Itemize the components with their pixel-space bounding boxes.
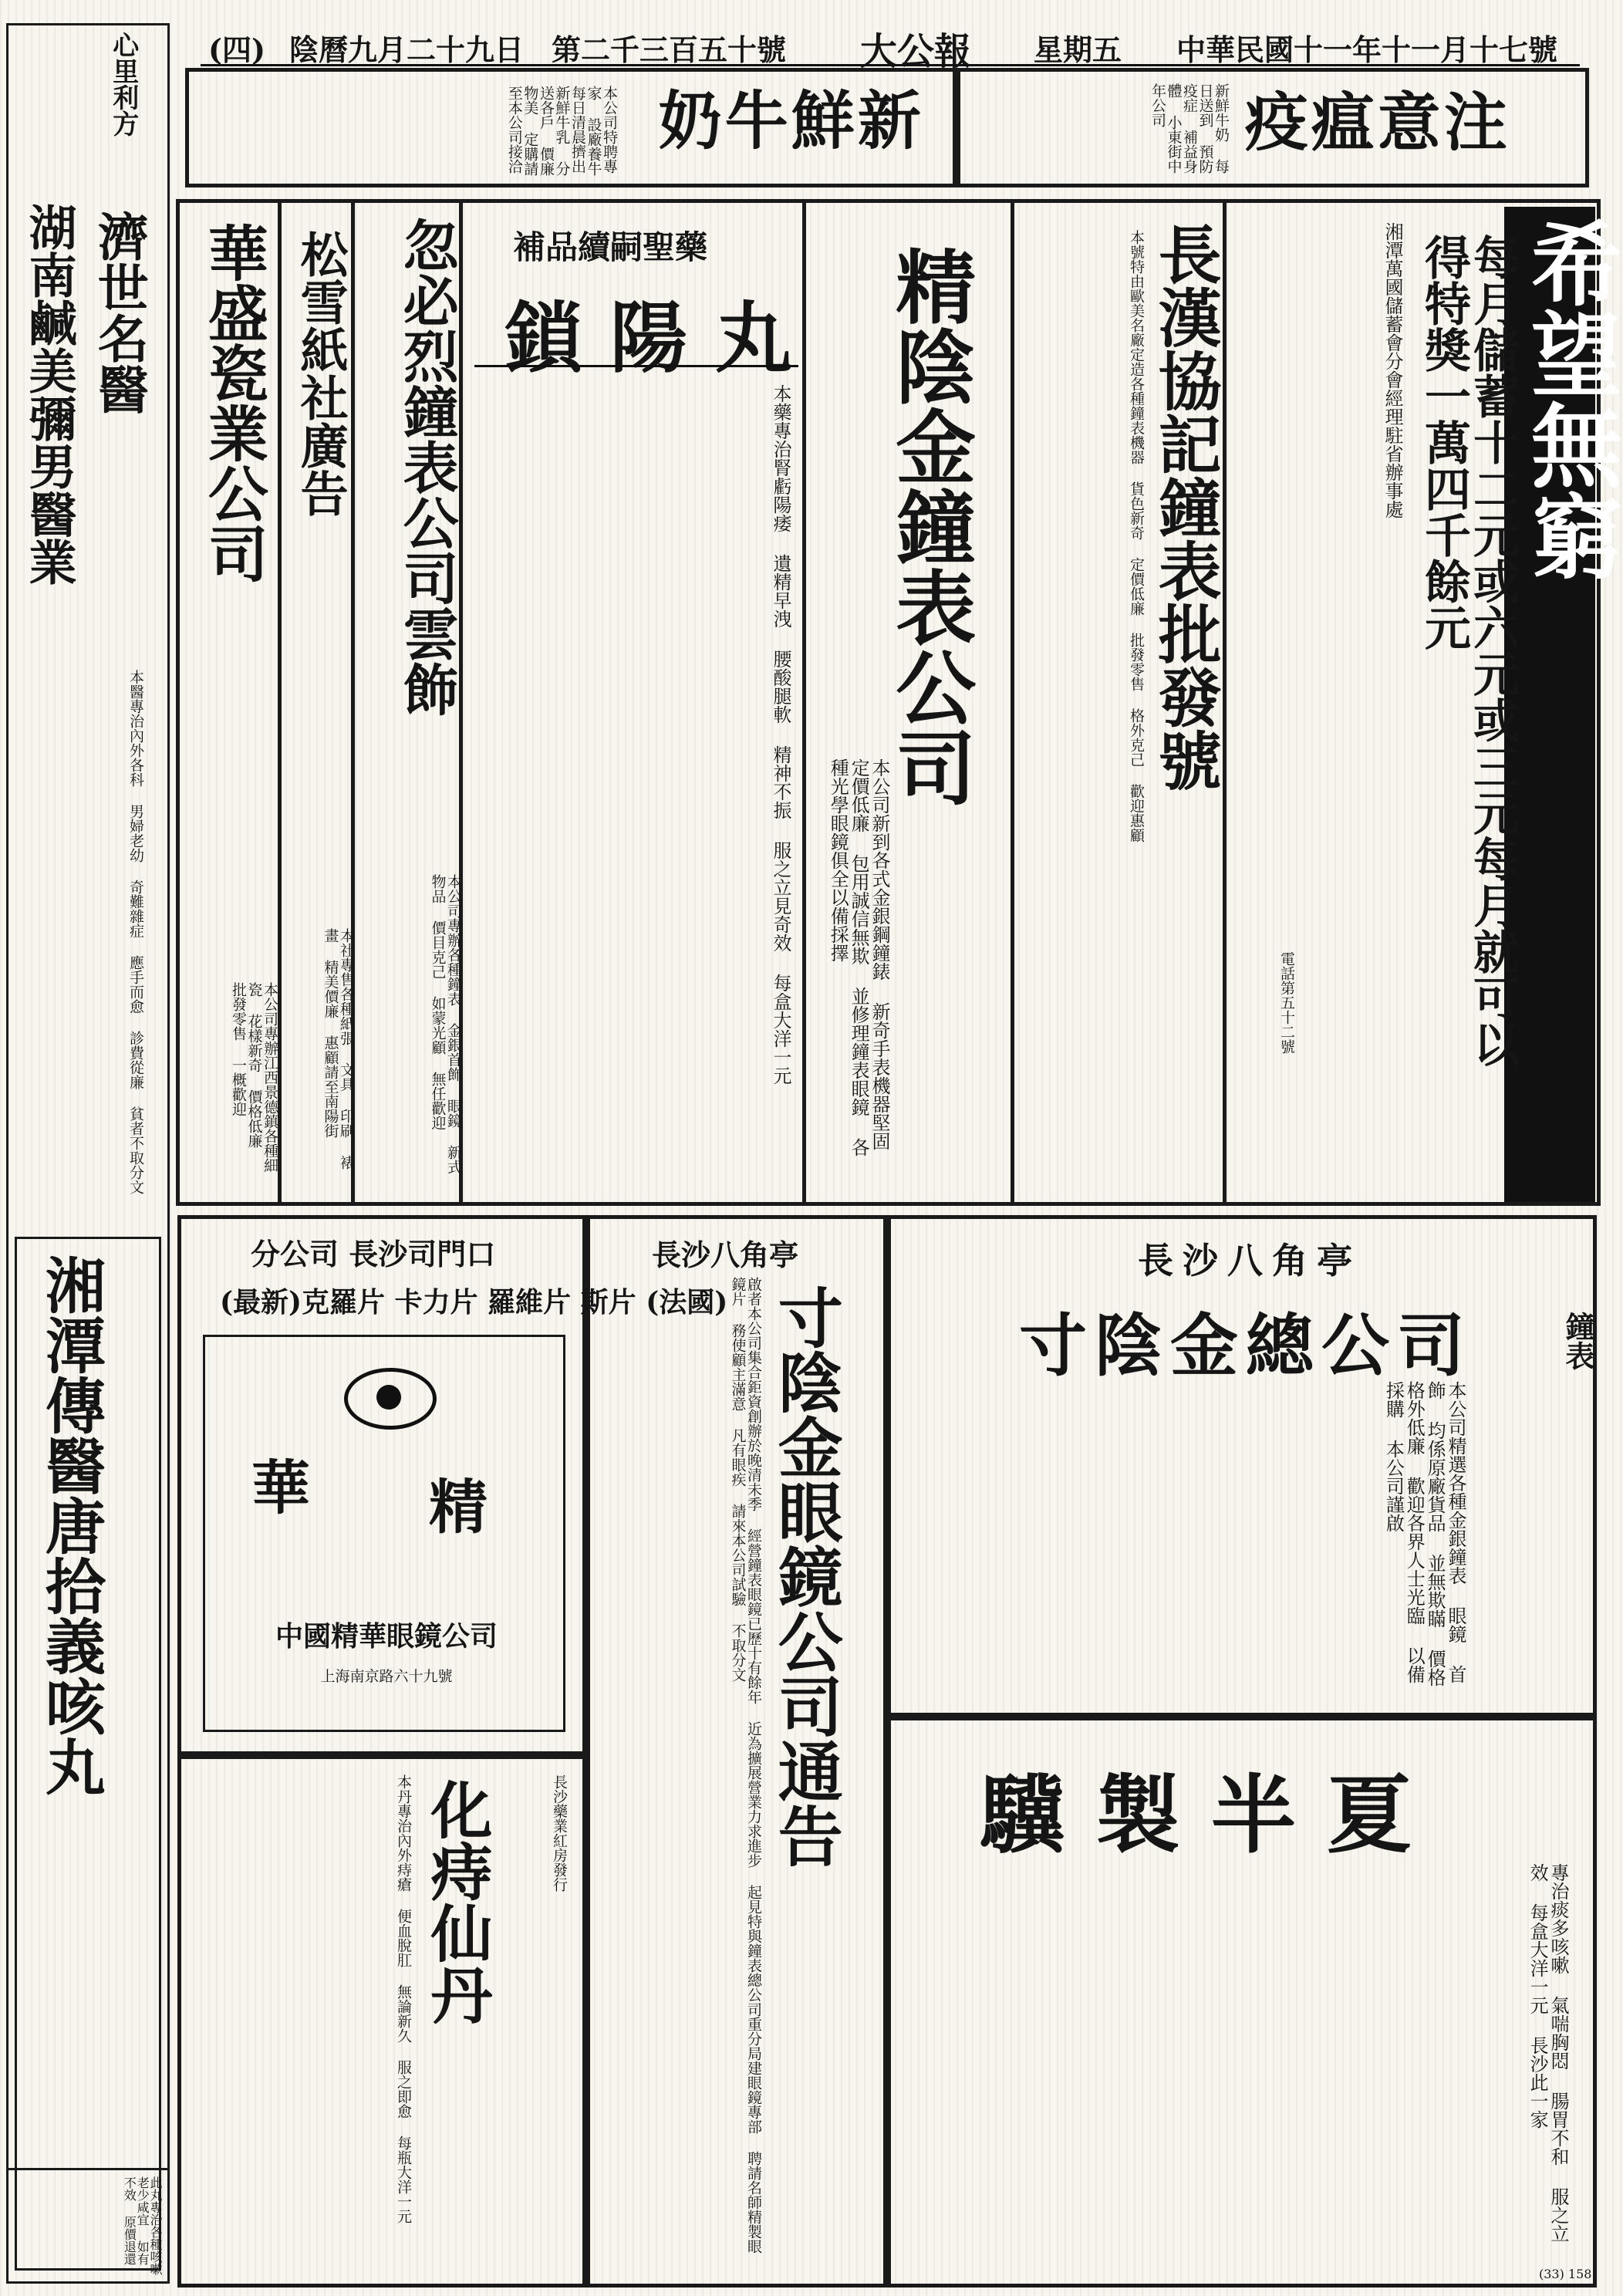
spectacle-title: 寸陰金眼鏡公司通告 — [768, 1285, 845, 1868]
left-ad-hunan-doctor: 湖南鹹美彌男醫業 — [21, 203, 78, 586]
cinema-logo-frame — [203, 1335, 565, 1732]
cinema-label: 中國精華眼鏡公司 — [275, 1620, 498, 1653]
immortal-note: 長沙藥業紅房發行 — [551, 1774, 568, 1892]
han-body: 本號特由歐美名廠定造各種鐘表機器 貨色新奇 定價低廉 批發零售 格外克己 歡迎惠顧 — [1128, 230, 1145, 842]
left-strip-head: 心里利方 — [107, 32, 139, 137]
masthead-newspaper: 大公報 — [860, 30, 972, 73]
watch-body: 本公司新到各式金銀鋼鐘錶 新奇手表機器堅固 定價低廉 包用誠信無欺 並修理鐘表眼鏡 各種光學眼鏡俱全以備採擇 — [827, 758, 890, 1156]
left-bottom-ad — [15, 1237, 161, 2271]
immortal-body: 本丹專治內外痔瘡 便血脫肛 無論新久 服之即愈 每瓶大洋一元 — [395, 1774, 412, 2223]
hope-note: 湘潭萬國儲蓄會分會經理駐省辦事處 — [1382, 222, 1403, 518]
bell-ad — [351, 199, 463, 1206]
masthead-rule — [201, 64, 1580, 66]
hope-ad — [1223, 199, 1623, 1206]
left-small-text: 本醫專治內外各科 男婦老幼 奇難雜症 應手而愈 診費從廉 貧者不取分文 — [127, 670, 144, 1194]
snow-paper-ad — [278, 199, 355, 1206]
left-strip — [6, 23, 170, 2284]
epidemic-body: 新鮮牛奶 每日送到 預防疫症 補益身體 小東街中年公司 — [1149, 83, 1230, 174]
hope-title: 希望無窮 — [1515, 217, 1623, 581]
page-footer-mark: (33) 158 — [1539, 2267, 1592, 2281]
summer-body: 專治痰多咳嗽 氣喘胸悶 腸胃不和 服之立效 每盒大洋一元 長沙此一家 — [1527, 1863, 1569, 2243]
bell-title: 忽必烈鐘表公司雲飾 — [393, 217, 460, 717]
total-title: 寸陰金總公司 — [1018, 1305, 1473, 1386]
pill-subtitle: 補品續嗣聖藥 — [513, 228, 708, 266]
cinema-title: 分公司 長沙司門口 — [251, 1237, 496, 1271]
masthead-issue: 第二千三百五十號 — [552, 32, 787, 67]
left-bottom-title: 湘潭傳醫唐拾義咳丸 — [35, 1254, 106, 1796]
porcelain-title: 華盛瓷業公司 — [197, 222, 268, 583]
pill-title: 鎖陽丸 — [505, 292, 820, 383]
porcelain-ad — [176, 199, 282, 1206]
watch-company-ad — [802, 199, 1014, 1206]
cinema-brand-1: 精 — [429, 1473, 488, 1541]
bottom-left-body: 此丸專治各種咳嗽 老少咸宜 如有不效 原價退還 — [122, 2176, 163, 2275]
cinema-address: 上海南京路六十九號 — [320, 1668, 453, 1685]
bell-body: 本公司專辦各種鐘表 金銀首飾 眼鏡 新式物品 價目克己 如蒙光顧 無任歡迎 — [429, 874, 462, 1174]
hope-phone: 電話第五十二號 — [1278, 951, 1295, 1054]
top-epidemic-ad — [957, 68, 1589, 187]
total-watch-ad — [887, 1215, 1597, 1717]
left-ad-famous-doctor: 濟世名醫 — [89, 211, 150, 414]
pill-ad — [459, 199, 820, 1206]
bottom-left-notice — [6, 2168, 170, 2284]
porcelain-body: 本公司專辦江西景德鎮各種細瓷 花樣新奇 價格低廉 批發零售 一概歡迎 — [229, 982, 278, 1173]
masthead-lunar-date: 陰曆九月二十九日 — [289, 32, 525, 67]
snow-title: 松雪紙社廣告 — [292, 230, 349, 517]
immortal-title: 化痔仙丹 — [420, 1778, 493, 2025]
summer-ad — [887, 1717, 1597, 2288]
total-top: 長沙八角亭 — [1138, 1240, 1361, 1281]
han-title: 長漢協記鐘表批發號 — [1148, 222, 1223, 792]
masthead-page-no: (四) — [208, 32, 265, 67]
pill-divider — [474, 365, 798, 367]
snow-body: 本社專售各種紙張 文具 印刷 裱畫 精美價廉 惠顧請至南陽街 — [322, 928, 355, 1170]
han-watch-ad — [1011, 199, 1227, 1206]
total-body: 本公司精選各種金銀鐘表 眼鏡 首飾 均係原廠貨品 並無欺瞞 價格格外低廉 歡迎各界人士光臨 以備採購 本公司謹啟 — [1382, 1381, 1466, 1687]
milk-body: 本公司特聘專家 設廠養牛 每日清晨擠出新鮮牛乳 分送各戶 價廉物美 定購請至本公司接洽 — [505, 86, 618, 176]
masthead-date: 中華民國十一年十一月十七號 — [1176, 32, 1558, 67]
hope-main-text: 每月儲蓄十二元或六元或三元每月就可以得特獎一萬四千餘元 — [1417, 234, 1520, 1067]
total-left: 鐘表 — [1560, 1312, 1595, 1370]
epidemic-title: 注意瘟疫 — [1234, 89, 1508, 152]
top-milk-ad — [185, 68, 957, 187]
watch-title: 精陰金鐘表公司 — [882, 245, 977, 807]
spectacle-body: 啟者本公司集合鉅資創辦於晚清未季 經營鐘表眼鏡已歷十有餘年 近為擴展營業力求進步 起見特與鐘表總公司重分局建眼鏡專部 聘請名師精製眼鏡片 務使顧主滿意 凡有眼疾 請來本公司試驗 不取分文 — [729, 1277, 762, 2254]
masthead-weekday: 星期五 — [1034, 32, 1122, 67]
spectacle-notice — [586, 1215, 887, 2288]
summer-title: 驥製半夏 — [980, 1765, 1442, 1865]
pill-body: 本藥專治腎虧陽痿 遺精早洩 腰酸腿軟 精神不振 服之立見奇效 每盒大洋一元 — [770, 384, 791, 1085]
pupil-icon — [376, 1385, 401, 1410]
spectacle-tag: 長沙八角亭 — [652, 1237, 799, 1272]
cinema-brand-2: 華 — [251, 1454, 310, 1522]
immortal-ad — [177, 1755, 586, 2288]
cinema-text: (最新)克羅片 卡力片 羅維片 斯片 (法國) — [220, 1286, 728, 1319]
milk-title: 新鮮牛奶 — [648, 87, 922, 150]
